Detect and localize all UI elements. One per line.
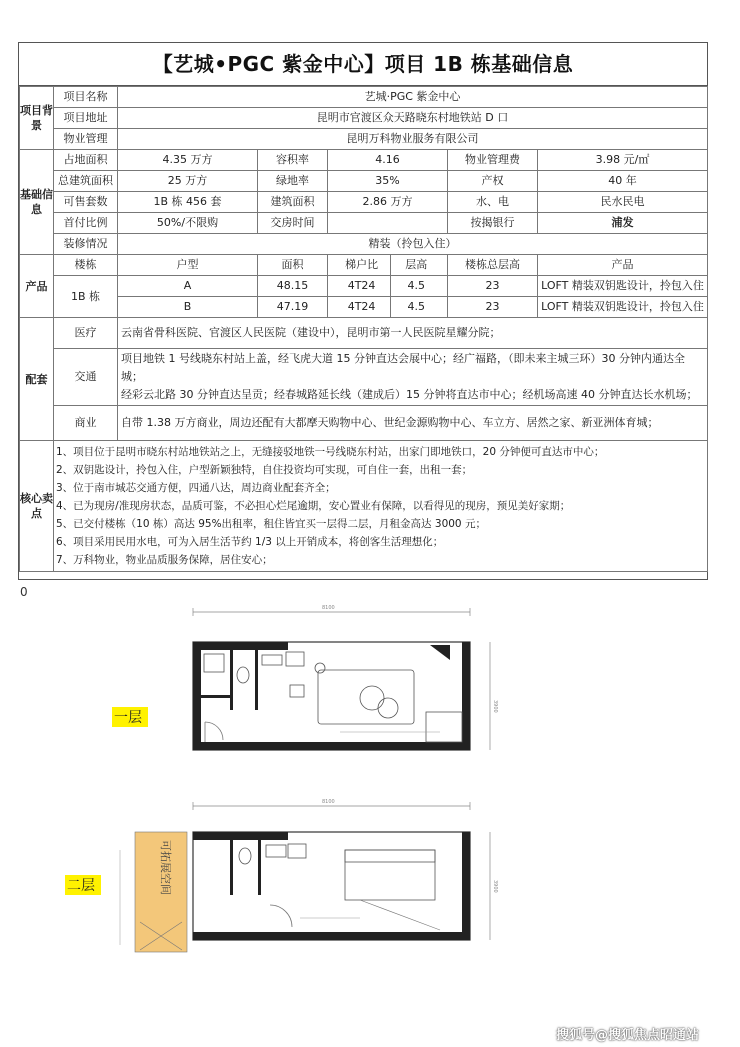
cell-label: 产权 [448,171,538,192]
cell-label: 商业 [54,406,118,441]
cell-label: 首付比例 [54,213,118,234]
cell-value: 48.15 [258,276,328,297]
cell-label: 物业管理 [54,129,118,150]
section-basic: 基础信息 [20,150,54,255]
cell-label: 装修情况 [54,234,118,255]
selling-point: 5、已交付楼栋（10 栋）高达 95%出租率，租住皆宜买一层得二层，月租金高达 3000 元； [56,518,486,530]
watermark: 搜狐号@搜狐焦点昭通站 [556,1028,700,1043]
table-row [20,150,708,171]
cell-value: 35% [328,171,448,192]
extension-label: 可拓展空间 [159,840,172,895]
cell-label: 总建筑面积 [54,171,118,192]
column-header: 层高 [390,255,442,275]
cell-label: 容积率 [258,150,328,171]
table-row [20,255,708,276]
info-sheet [18,42,708,580]
cell-value: 精装（拎包入住） [118,234,708,255]
floor-2-label: 二层 [67,878,95,894]
table-row [20,318,708,349]
dimension-width: 8100 [322,799,335,805]
cell-label: 交房时间 [258,213,328,234]
cell-value: 4.35 万方 [118,150,258,171]
sheet-title: 【艺城•PGC 紫金中心】项目 1B 栋基础信息 [19,43,707,86]
stray-zero: 0 [20,585,28,599]
cell-value: B [118,297,258,318]
floor-plan-1 [193,605,498,750]
cell-value: 艺城·PGC 紫金中心 [118,87,708,108]
cell-value: LOFT 精装双钥匙设计，拎包入住 [538,297,708,318]
dimension-height: 3900 [492,700,498,713]
selling-point: 2、双钥匙设计，拎包入住，户型新颖独特，自住投资均可实现，可自住一套，出租一套； [56,464,473,476]
info-table [19,86,708,572]
cell-value: 4.5 [390,297,442,317]
cell-label: 医疗 [54,318,118,349]
cell-value: 3.98 元/㎡ [538,150,708,171]
cell-value: 50%/不限购 [118,213,258,234]
cell-value: 4.5 [390,276,442,296]
cell-value: 4T24 [347,279,376,292]
cell-value: 民水民电 [538,192,708,213]
table-row [20,297,708,318]
cell-value: 4.16 [328,150,448,171]
column-header [328,255,448,276]
selling-points-cell [54,441,708,572]
cell-value: LOFT 精装双钥匙设计，拎包入住 [538,276,708,297]
table-row [20,276,708,297]
cell-label: 项目地址 [54,108,118,129]
table-row [20,213,708,234]
table-row [20,192,708,213]
cell-value: 昆明万科物业服务有限公司 [118,129,708,150]
cell-value [328,213,448,234]
traffic-line: 项目地铁 1 号线晓东村站上盖，经飞虎大道 15 分钟直达会展中心；经广福路，（即未来主城三环）30 分钟内通达全城； [121,352,685,383]
cell-value: 自带 1.38 万方商业，周边还配有大都摩天购物中心、世纪金源购物中心、车立方、居然之家、新亚洲体育城； [118,406,708,441]
column-header: 产品 [538,255,708,276]
floor-plan-2 [120,799,498,952]
cell-value: 2.86 万方 [328,192,448,213]
column-header: 梯户比 [345,258,379,271]
cell-label: 绿地率 [258,171,328,192]
cell-value: A [118,276,258,297]
column-header: 楼栋 [54,255,118,276]
cell-value [328,297,448,318]
table-row [20,87,708,108]
cell-label: 项目名称 [54,87,118,108]
cell-label: 可售套数 [54,192,118,213]
section-background: 项目背景 [20,87,54,150]
dimension-height: 3900 [492,880,498,893]
cell-value [118,349,708,406]
cell-value [328,276,448,297]
section-product: 产品 [20,255,54,318]
selling-point: 4、已为现房/准现房状态，品质可鉴，不必担心烂尾逾期，安心置业有保障，以看得见的现房，预见美好家期； [56,500,571,512]
table-row [20,171,708,192]
selling-point: 1、项目位于昆明市晓东村站地铁站之上，无缝接驳地铁一号线晓东村站，出家门即地铁口，20 分钟便可直达市中心； [56,446,605,458]
cell-value: 浦发 [538,213,708,234]
table-row [20,129,708,150]
cell-value: 23 [448,276,538,297]
cell-building: 1B 栋 [54,276,118,318]
cell-label: 交通 [54,349,118,406]
table-row [20,108,708,129]
selling-point: 6、项目采用民用水电，可为入居生活节约 1/3 以上开销成本，将创客生活理想化； [56,536,444,548]
cell-value: 47.19 [258,297,328,318]
section-facilities: 配套 [20,318,54,441]
cell-value: 1B 栋 456 套 [118,192,258,213]
selling-point: 3、位于南市城芯交通方便，四通八达，周边商业配套齐全； [56,482,336,494]
cell-label: 水、电 [448,192,538,213]
section-selling-points: 核心卖点 [20,441,54,572]
cell-value: 昆明市官渡区众天路晓东村地铁站 D 口 [118,108,708,129]
table-row [20,349,708,406]
column-header: 面积 [258,255,328,276]
cell-value: 25 万方 [118,171,258,192]
cell-label: 物业管理费 [448,150,538,171]
floor-1-label: 一层 [114,710,142,726]
cell-value: 23 [448,297,538,318]
floor-plans [0,600,740,1047]
selling-point: 7、万科物业，物业品质服务保障，居住安心； [56,554,273,566]
column-header: 户型 [118,255,258,276]
traffic-line: 经彩云北路 30 分钟直达呈贡；经春城路延长线（建成后）15 分钟将直达市中心；经机场高速 40 分钟直达长水机场； [121,388,698,401]
cell-value: 云南省骨科医院、官渡区人民医院（建设中），昆明市第一人民医院星耀分院； [118,318,708,349]
table-row [20,406,708,441]
table-row [20,234,708,255]
cell-label: 建筑面积 [258,192,328,213]
cell-value: 4T24 [347,300,376,313]
cell-label: 按揭银行 [448,213,538,234]
table-row [20,441,708,572]
dimension-width: 8100 [322,605,335,611]
cell-value: 40 年 [538,171,708,192]
column-header: 楼栋总层高 [448,255,538,276]
cell-label: 占地面积 [54,150,118,171]
